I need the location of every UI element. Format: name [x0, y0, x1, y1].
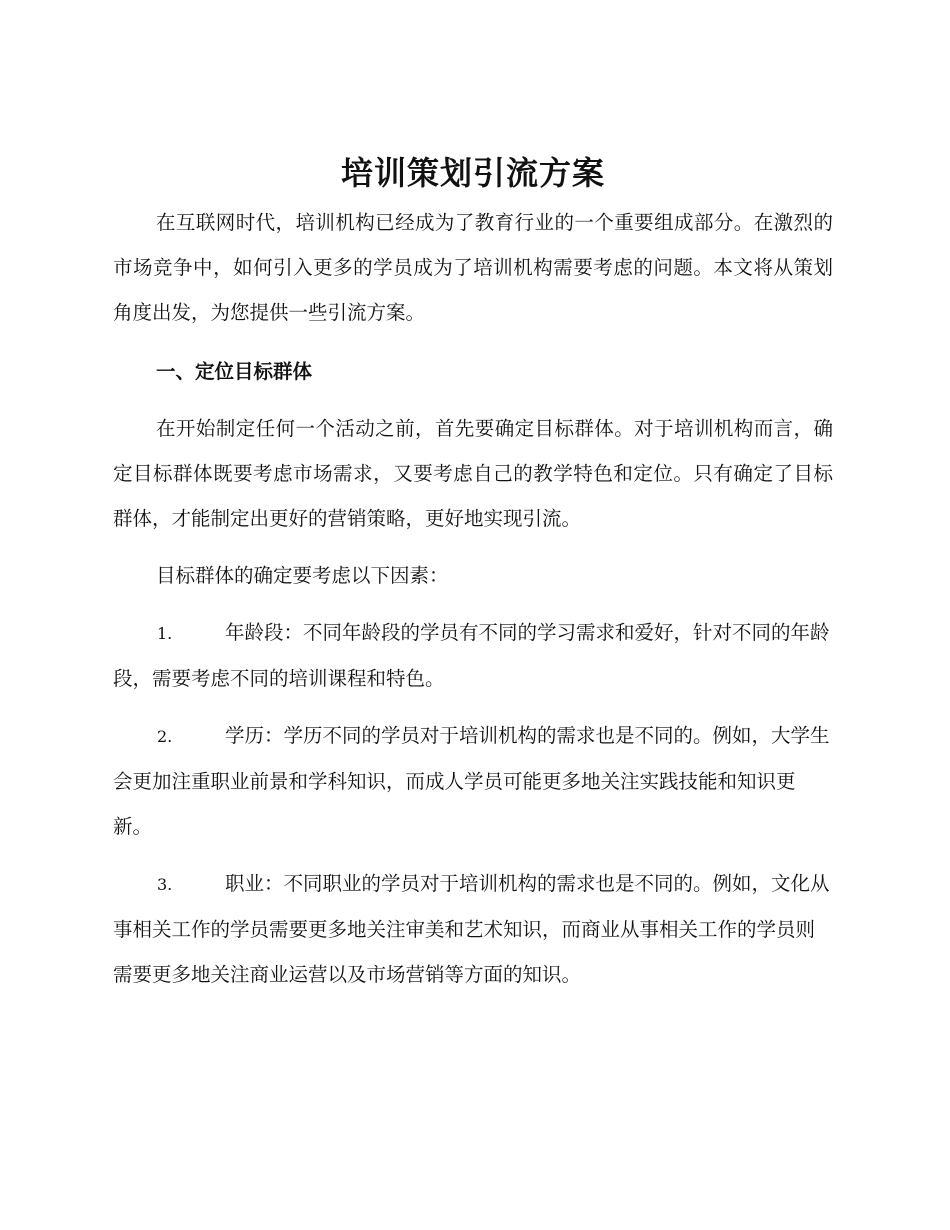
list-item-text: 职业：不同职业的学员对于培训机构的需求也是不同的。例如，文化从事相关工作的学员需要更多地关注审美和艺术知识，而商业从事相关工作的学员则需要更多地关注商业运营以及市场营销等方面的知识。	[113, 872, 830, 986]
list-item	[113, 610, 833, 701]
list-item	[113, 861, 833, 997]
section-heading-target-group: 一、定位目标群体	[156, 360, 313, 383]
list-item-text: 学历：学历不同的学员对于培训机构的需求也是不同的。例如，大学生会更加注重职业前景和学科知识，而成人学员可能更多地关注实践技能和知识更新。	[113, 724, 830, 838]
factors-list	[113, 610, 833, 997]
section-paragraph-target-group: 在开始制定任何一个活动之前，首先要确定目标群体。对于培训机构而言，确定目标群体既要考虑市场需求，又要考虑自己的教学特色和定位。只有确定了目标群体，才能制定出更好的营销策略，更好地实现引流。	[113, 417, 833, 530]
factors-intro: 目标群体的确定要考虑以下因素：	[156, 564, 449, 587]
list-number: 2.	[157, 727, 173, 746]
list-item	[113, 713, 833, 849]
list-item-text: 年龄段：不同年龄段的学员有不同的学习需求和爱好，针对不同的年龄段，需要考虑不同的培训课程和特色。	[113, 621, 830, 690]
document-page	[113, 150, 833, 997]
document-title: 培训策划引流方案	[340, 154, 605, 192]
intro-paragraph: 在互联网时代，培训机构已经成为了教育行业的一个重要组成部分。在激烈的市场竞争中，如何引入更多的学员成为了培训机构需要考虑的问题。本文将从策划角度出发，为您提供一些引流方案。	[113, 211, 833, 324]
list-number: 1.	[157, 624, 173, 643]
list-number: 3.	[157, 875, 173, 894]
